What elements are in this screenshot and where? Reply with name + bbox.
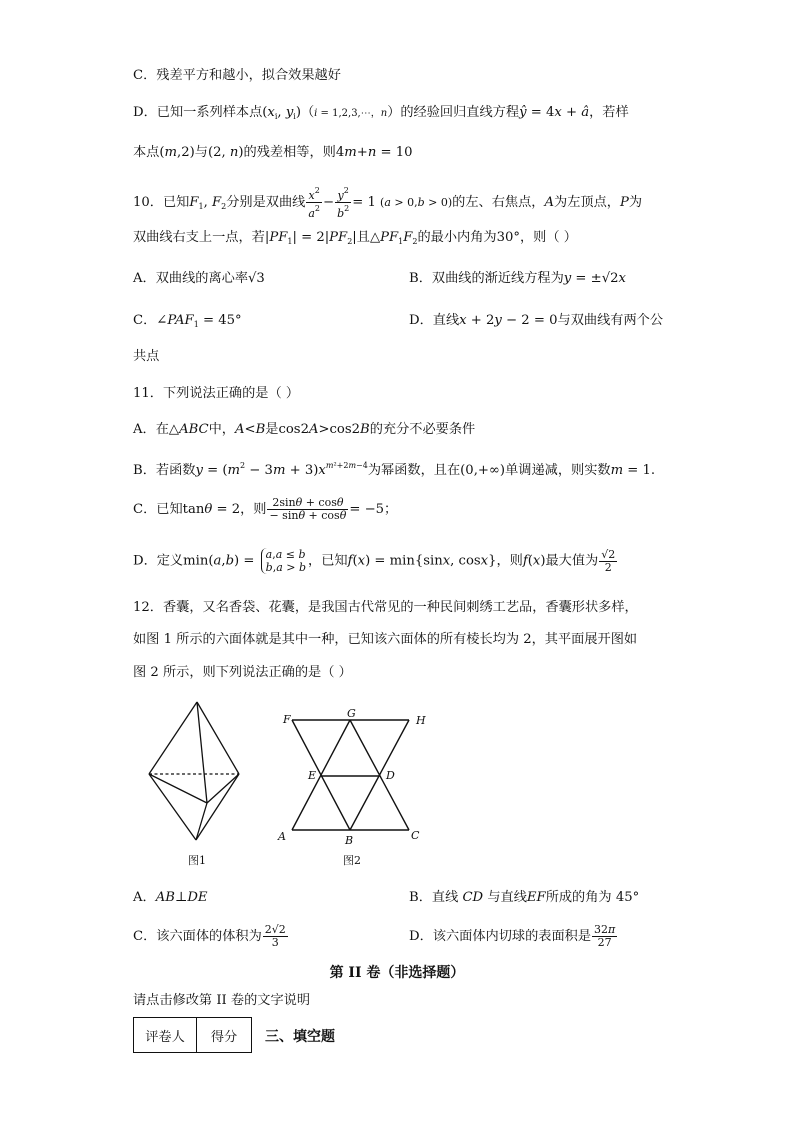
- net-label-e: E: [308, 769, 317, 782]
- score-cell: 得分: [197, 1018, 252, 1053]
- net-label-d: D: [386, 769, 395, 782]
- q10-option-a: A．双曲线的离心率√3: [133, 271, 265, 286]
- q12-option-d: D．该六面体内切球的表面积是 $\frac{32\pi}{27}$: [409, 923, 616, 949]
- q11-option-c: C．已知tanθ = 2，则 $\frac{2\sin\theta + \cos\theta}{- \sin\theta + \cos\theta}$ = −5；: [133, 496, 398, 522]
- q12-option-c: C．该六面体的体积为 $\frac{2√2}{3}$: [133, 923, 286, 949]
- q9-option-d: D．已知一系列样本点($x_i$, $y_i)(i$ = 1,2,3,⋯，n）的经验回归直线方程ŷ = 4x + â，若样: [133, 105, 629, 121]
- net-label-g: G: [347, 707, 356, 720]
- section-fill-in-title: 三、填空题: [265, 1029, 335, 1045]
- net-label-c: C: [411, 829, 420, 842]
- net-label-h: H: [416, 714, 426, 727]
- net-label-a: A: [278, 830, 286, 843]
- q11-option-a: A．在△ABC中，A<B是cos2A>cos2B的充分不必要条件: [133, 422, 476, 437]
- net-label-b: B: [345, 834, 354, 847]
- q9-option-d-cont: 本点(m,2)与(2, n)的残差相等，则4m+n = 10: [133, 145, 413, 160]
- q9-option-c: C．残差平方和越小，拟合效果越好: [133, 68, 341, 83]
- q11-option-b: B．若函数$y = (m^2 - 3m + 3)x^{m^2+2m-4}$为幂函数，且在(0,+∞)单调递减，则实数m = 1.: [133, 461, 656, 478]
- q12-option-a: A．AB⊥DE: [133, 890, 208, 905]
- q11-option-d: D．定义min(a,b) = a,a ≤ b b,a > b ，已知f(x) = min{sinx, cosx}，则f(x)最大值为 $\frac{√2}{2}$: [133, 547, 616, 574]
- figure-2-caption: 图2: [343, 854, 361, 867]
- part-2-title: 第 II 卷（非选择题）: [329, 965, 465, 981]
- q10-option-b: B．双曲线的渐近线方程为y = ±√2x: [409, 271, 626, 286]
- part-2-note[interactable]: 请点击修改第 II 卷的文字说明: [133, 993, 311, 1008]
- figure-2-net: [288, 716, 414, 834]
- q10-option-d-cont: 共点: [133, 349, 160, 364]
- q12-stem-2: 如图 1 所示的六面体就是其中一种，已知该六面体的所有棱长均为 2，其平面展开图如: [133, 632, 638, 647]
- q12-option-b: B．直线 CD 与直线EF所成的角为 45°: [409, 890, 640, 905]
- q10-option-d: D．直线x + 2y − 2 = 0与双曲线有两个公: [409, 313, 664, 328]
- score-table: [133, 1017, 252, 1053]
- q11-stem: 11．下列说法正确的是（ ）: [133, 386, 300, 401]
- q10-stem: 10．已知$F_1$, $F_2$分别是双曲线 $\frac{x^2}{a^2}$ − $\frac{y^2}{b^2}$ = 1 (a > 0,b > 0)的左、右焦点，A为左顶点，P为: [133, 186, 643, 220]
- q12-stem-3: 图 2 所示，则下列说法正确的是（ ）: [133, 665, 352, 680]
- q10-stem-cont: 双曲线右支上一点，若$|PF_1| = 2|PF_2|$且$\triangle PF_1F_2$的最小内角为30°，则（ ）: [133, 230, 577, 246]
- net-label-f: F: [283, 713, 291, 726]
- q12-stem-1: 12．香囊，又名香袋、花囊，是我国古代常见的一种民间刺绣工艺品，香囊形状多样，: [133, 600, 638, 615]
- grader-cell: 评卷人: [134, 1018, 197, 1053]
- q10-option-c: C．$\angle PAF_1 = 45^\circ$: [133, 313, 242, 329]
- figure-1-hexahedron: [140, 700, 250, 845]
- figure-1-caption: 图1: [188, 854, 206, 867]
